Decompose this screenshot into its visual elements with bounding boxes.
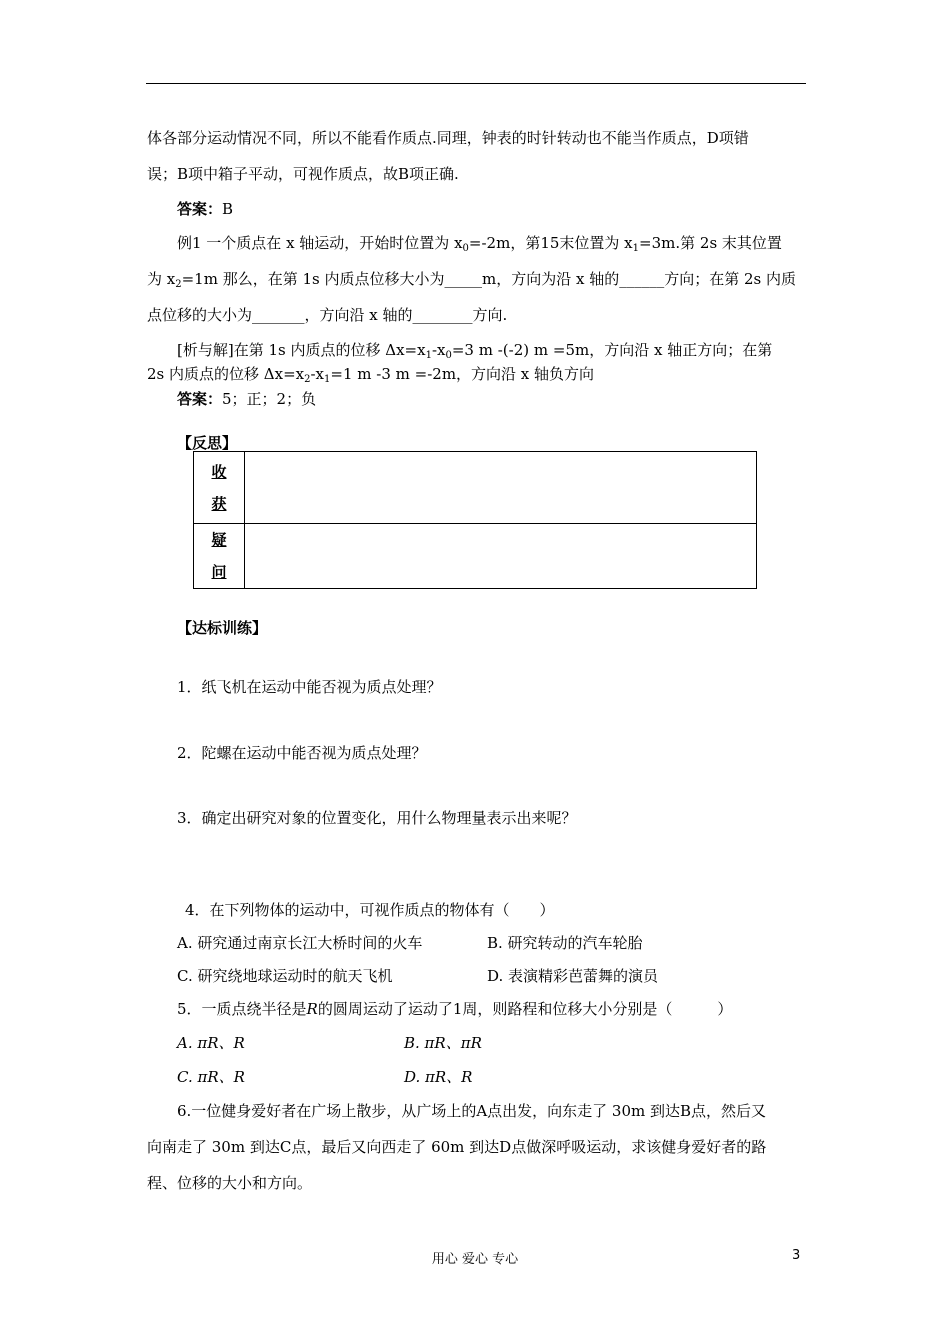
example-line: 为 $x_2=1m$ 那么，在第 1s 内质点位移大小为_____m，方向为沿 x 轴的______方向；在第 2s 内质: [147, 270, 796, 290]
analysis-line: 2s 内质点的位移 $\Delta x=x_2-x_1=1$ m -3 m =-2m，方向沿 x 轴负方向: [147, 365, 595, 385]
option-4a: A. 研究通过南京长江大桥时间的火车: [177, 934, 423, 952]
question-answer-cell[interactable]: [245, 524, 757, 589]
option-5a: A. πR、R: [177, 1034, 245, 1052]
option-5c: C. πR、R: [177, 1068, 245, 1086]
reflection-table: [193, 451, 757, 589]
question-6-line: 6.一位健身爱好者在广场上散步，从广场上的A点出发，向东走了 30m 到达B点，然后又: [177, 1102, 767, 1120]
paragraph-line: 误；B项中箱子平动，可视作质点，故B项正确.: [147, 165, 459, 183]
gain-answer-cell[interactable]: [245, 452, 757, 524]
answer-label: 答案：: [177, 390, 223, 408]
option-4c: C. 研究绕地球运动时的航天飞机: [177, 967, 393, 985]
answer-value: 5；正；2；负: [222, 390, 317, 408]
question-1: 1．纸飞机在运动中能否视为质点处理？: [177, 678, 442, 696]
footer-text: 用心 爱心 专心: [431, 1252, 519, 1267]
example-line: 例1 一个质点在 x 轴运动，开始时位置为 $x_0=-2m$，第15末位置为 $x_1=3m$.第 2s 末其位置: [177, 234, 782, 254]
answer-value: B: [222, 200, 234, 218]
question-2: 2．陀螺在运动中能否视为质点处理？: [177, 744, 427, 762]
option-4b: B. 研究转动的汽车轮胎: [487, 934, 643, 952]
example-line: 点位移的大小为_______，方向沿 x 轴的________方向.: [147, 306, 508, 324]
question-6-line: 向南走了 30m 到达C点，最后又向西走了 60m 到达D点做深呼吸运动，求该健身爱好者的路: [147, 1138, 767, 1156]
header-rule: [146, 83, 806, 84]
page-number: 3: [792, 1248, 801, 1263]
gain-label-cell: 收 获: [194, 452, 245, 524]
reflection-heading: 【反思】: [177, 434, 238, 452]
analysis-line: [析与解]在第 1s 内质点的位移 $\Delta x=x_1-x_0=3$ m -(-2) m =5m，方向沿 x 轴正方向；在第: [177, 341, 773, 361]
answer-line: [177, 199, 233, 219]
option-5d: D. πR、R: [404, 1068, 473, 1086]
question-5: 5．一质点绕半径是R的圆周运动了运动了1周，则路程和位移大小分别是（ ）: [177, 1000, 733, 1018]
option-5b: B. πR、πR: [404, 1034, 482, 1052]
question-6-line: 程、位移的大小和方向。: [147, 1174, 313, 1192]
question-label-cell: 疑 问: [194, 524, 245, 589]
paragraph-line: 体各部分运动情况不同，所以不能看作质点.同理，钟表的时针转动也不能当作质点，D项错: [147, 129, 749, 147]
training-heading: 【达标训练】: [177, 619, 268, 637]
answer-label: 答案：: [177, 200, 223, 218]
question-4: 4．在下列物体的运动中，可视作质点的物体有（ ）: [185, 901, 555, 919]
question-3: 3．确定出研究对象的位置变化，用什么物理量表示出来呢？: [177, 809, 577, 827]
option-4d: D. 表演精彩芭蕾舞的演员: [487, 967, 659, 985]
answer-line: [177, 389, 316, 409]
